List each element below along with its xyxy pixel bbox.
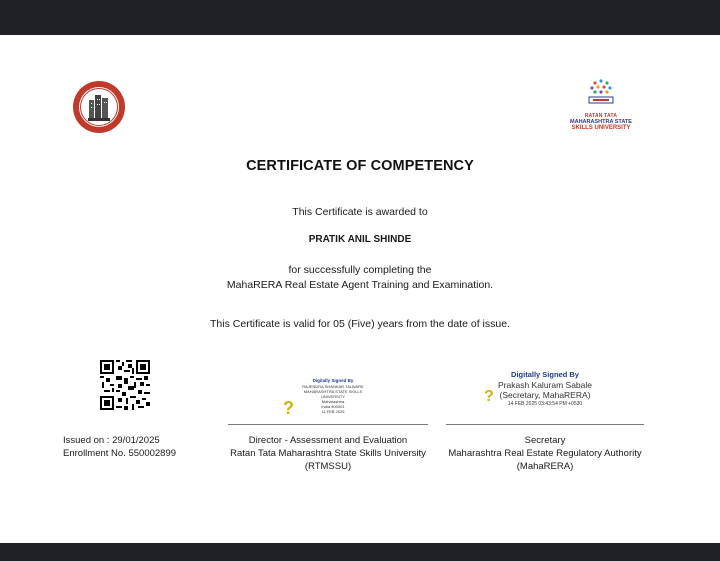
completion-line-1: for successfully completing the: [288, 264, 432, 276]
signature-validity-question-icon: ?: [283, 398, 294, 418]
digitally-signed-label: Digitally Signed By: [312, 378, 354, 383]
signer-timestamp: 14 FEB 2025 03:43:54 PM +0530: [507, 401, 583, 407]
signer-name: Prakash Kaluram Sabale: [497, 380, 593, 390]
signer-state: Maharashtra: [321, 399, 345, 404]
viewer-bottom-bar: [0, 543, 720, 561]
rtmssu-logo-line3: SKILLS UNIVERSITY: [571, 125, 631, 131]
signatory-right-abbrev: (MahaRERA): [516, 461, 574, 472]
enrollment-number: Enrollment No. 550002899: [63, 448, 177, 459]
signatory-left-abbrev: (RTMSSU): [304, 461, 352, 472]
validity-text: This Certificate is valid for 05 (Five) years from the date of issue.: [210, 318, 510, 330]
rtmssu-emblem-icon: [583, 78, 619, 108]
signer-org-line2: UNIVERSITY: [320, 394, 345, 399]
signatory-left-title: Director - Assessment and Evaluation: [248, 435, 408, 446]
recipient-name: PRATIK ANIL SHINDE: [308, 234, 412, 245]
signature-line-left: [228, 424, 428, 425]
signature-validity-question-icon: ?: [484, 388, 494, 405]
rtmssu-logo-line2: MAHARASHTRA STATE: [570, 119, 632, 125]
maharera-seal-logo: [72, 80, 126, 134]
signatory-left-details: [218, 434, 438, 473]
rtmssu-logo-line1: RATAN TATA: [584, 113, 618, 119]
digitally-signed-label: Digitally Signed By: [511, 370, 579, 379]
signer-country: India 400001: [321, 404, 345, 409]
signatory-right-org: Maharashtra Real Estate Regulatory Authority: [448, 448, 642, 459]
issue-details: [63, 434, 176, 460]
rtmssu-logo: [560, 78, 642, 136]
signatory-left-org: Ratan Tata Maharashtra State Skills University: [230, 448, 426, 459]
signatory-right-title: Secretary: [524, 435, 566, 446]
signature-line-right: [446, 424, 644, 425]
issued-on: Issued on : 29/01/2025: [63, 435, 160, 446]
completion-line-2: MahaRERA Real Estate Agent Training and Examination.: [226, 279, 494, 291]
awarded-text: This Certificate is awarded to: [292, 206, 428, 218]
signer-name: RAJENDRA SHANKAR TALWARE: [302, 384, 364, 389]
qr-code: [100, 360, 150, 410]
signer-org-line1: MAHARASHTRA STATE SKILLS: [303, 389, 363, 394]
signer-designation: (Secretary, MahaRERA): [499, 390, 591, 400]
viewer-top-bar: [0, 0, 720, 35]
signatory-right-details: [440, 434, 650, 473]
signer-date: 11 FEB 2025: [321, 409, 345, 414]
certificate-title: CERTIFICATE OF COMPETENCY: [246, 158, 474, 174]
digital-signature-left: [283, 378, 383, 414]
